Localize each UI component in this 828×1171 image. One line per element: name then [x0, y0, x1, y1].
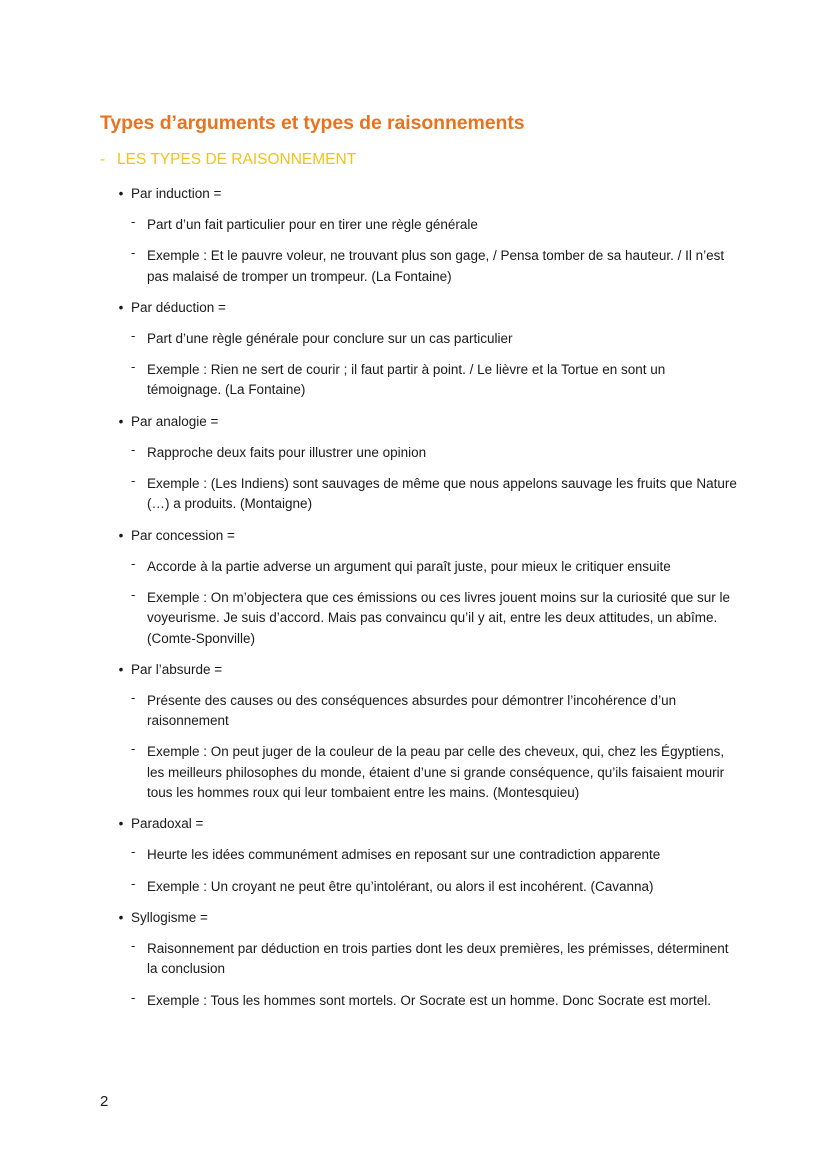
bullet-item — [0, 526, 828, 557]
bullet-item — [0, 660, 828, 691]
sub-dash: - — [131, 989, 136, 1005]
list-item — [0, 184, 828, 287]
sub-text: Exemple : Rien ne sert de courir ; il faut partir à point. / Le lièvre et la Tortue en sont un témoignage. (La Fontaine) — [147, 362, 666, 398]
sub-item — [0, 557, 737, 577]
sub-dash: - — [131, 689, 136, 705]
bullet-dot: • — [118, 661, 124, 677]
sub-dash: - — [131, 359, 136, 375]
sub-text: Exemple : Et le pauvre voleur, ne trouvant plus son gage, / Pensa tomber de sa hauteur. / Il n’est pas malaisé de tromper un trompeur. (La Fontaine) — [147, 248, 725, 284]
page-number: 2 — [100, 1093, 109, 1110]
sub-dash: - — [131, 473, 136, 489]
bullet-dot: • — [118, 186, 124, 201]
sub-item — [0, 360, 737, 401]
sub-dash: - — [131, 245, 136, 261]
sub-dash: - — [131, 875, 136, 891]
sub-dash: - — [131, 937, 136, 953]
list-item — [0, 526, 828, 649]
bullet-item — [0, 412, 828, 443]
bullet-label: Par induction = — [131, 186, 222, 201]
list-item — [0, 298, 828, 401]
sub-item — [0, 845, 737, 865]
sub-text: Part d’une règle générale pour conclure sur un cas particulier — [147, 330, 513, 346]
sub-item — [0, 742, 737, 803]
bullet-label: Par l’absurde = — [131, 661, 223, 677]
sub-dash: - — [131, 844, 136, 860]
bullet-dot: • — [118, 909, 124, 925]
bullet-label: Syllogisme = — [131, 909, 208, 925]
sub-text: Exemple : On peut juger de la couleur de la peau par celle des cheveux, qui, chez les Égyptiens, les meilleurs philosophes du monde, étaient d’une si grande conséquence, qu’ils faisaient mourir tous les hommes roux qui leur tombaient entre les mains. (Montesquieu) — [147, 744, 725, 801]
section-dash: - — [100, 151, 106, 168]
bullet-dot: • — [118, 816, 124, 832]
sub-item — [0, 991, 737, 1011]
bullet-dot: • — [118, 413, 124, 429]
page-title: Types d’arguments et types de raisonnements — [100, 112, 525, 134]
sub-item — [0, 329, 737, 349]
sub-text: Exemple : Un croyant ne peut être qu’intolérant, ou alors il est incohérent. (Cavanna) — [147, 878, 654, 894]
bullet-label: Par analogie = — [131, 413, 219, 429]
bullet-item — [0, 298, 828, 329]
sub-text: Part d’un fait particulier pour en tirer une règle générale — [147, 217, 478, 232]
sub-dash: - — [131, 741, 136, 757]
section-label: LES TYPES DE RAISONNEMENT — [117, 151, 357, 168]
sub-text: Exemple : On m’objectera que ces émissions ou ces livres jouent moins sur la curiosité que sur le voyeurisme. Je suis d’accord. Mais pas convaincu qu’il y ait, entre les deux attitudes, un abîme. (Comte-Sponville) — [147, 589, 731, 646]
reasoning-list — [0, 184, 828, 1022]
list-item — [0, 660, 828, 803]
list-item — [0, 908, 828, 1011]
list-item — [0, 814, 828, 897]
bullet-dot: • — [118, 299, 124, 315]
sub-dash: - — [131, 327, 136, 343]
sub-dash: - — [131, 441, 136, 457]
sub-text: Rapproche deux faits pour illustrer une opinion — [147, 444, 427, 460]
sub-text: Exemple : Tous les hommes sont mortels. Or Socrate est un homme. Donc Socrate est mortel. — [147, 992, 711, 1008]
bullet-label: Par déduction = — [131, 299, 226, 315]
sub-item — [0, 691, 737, 732]
sub-item — [0, 877, 737, 897]
sub-item — [0, 939, 737, 980]
sub-dash: - — [131, 586, 136, 602]
sub-dash: - — [131, 214, 136, 229]
sub-item — [0, 246, 737, 287]
section-heading — [100, 151, 356, 169]
bullet-item — [0, 908, 828, 939]
sub-text: Heurte les idées communément admises en reposant sur une contradiction apparente — [147, 847, 661, 863]
sub-text: Exemple : (Les Indiens) sont sauvages de même que nous appelons sauvage les fruits que Nature (…) a produits. (Montaigne) — [147, 476, 737, 512]
sub-item — [0, 474, 737, 515]
sub-text: Raisonnement par déduction en trois parties dont les deux premières, les prémisses, déterminent la conclusion — [147, 940, 729, 977]
sub-item — [0, 588, 737, 649]
bullet-label: Paradoxal = — [131, 816, 204, 832]
sub-dash: - — [131, 555, 136, 571]
bullet-item — [0, 184, 828, 215]
sub-text: Présente des causes ou des conséquences absurdes pour démontrer l’incohérence d’un raisonnement — [147, 692, 677, 729]
sub-item — [0, 443, 737, 463]
bullet-label: Par concession = — [131, 527, 235, 543]
bullet-item — [0, 814, 828, 845]
list-item — [0, 412, 828, 515]
sub-text: Accorde à la partie adverse un argument qui paraît juste, pour mieux le critiquer ensuite — [147, 558, 671, 574]
sub-item — [0, 215, 737, 235]
bullet-dot: • — [118, 527, 124, 543]
